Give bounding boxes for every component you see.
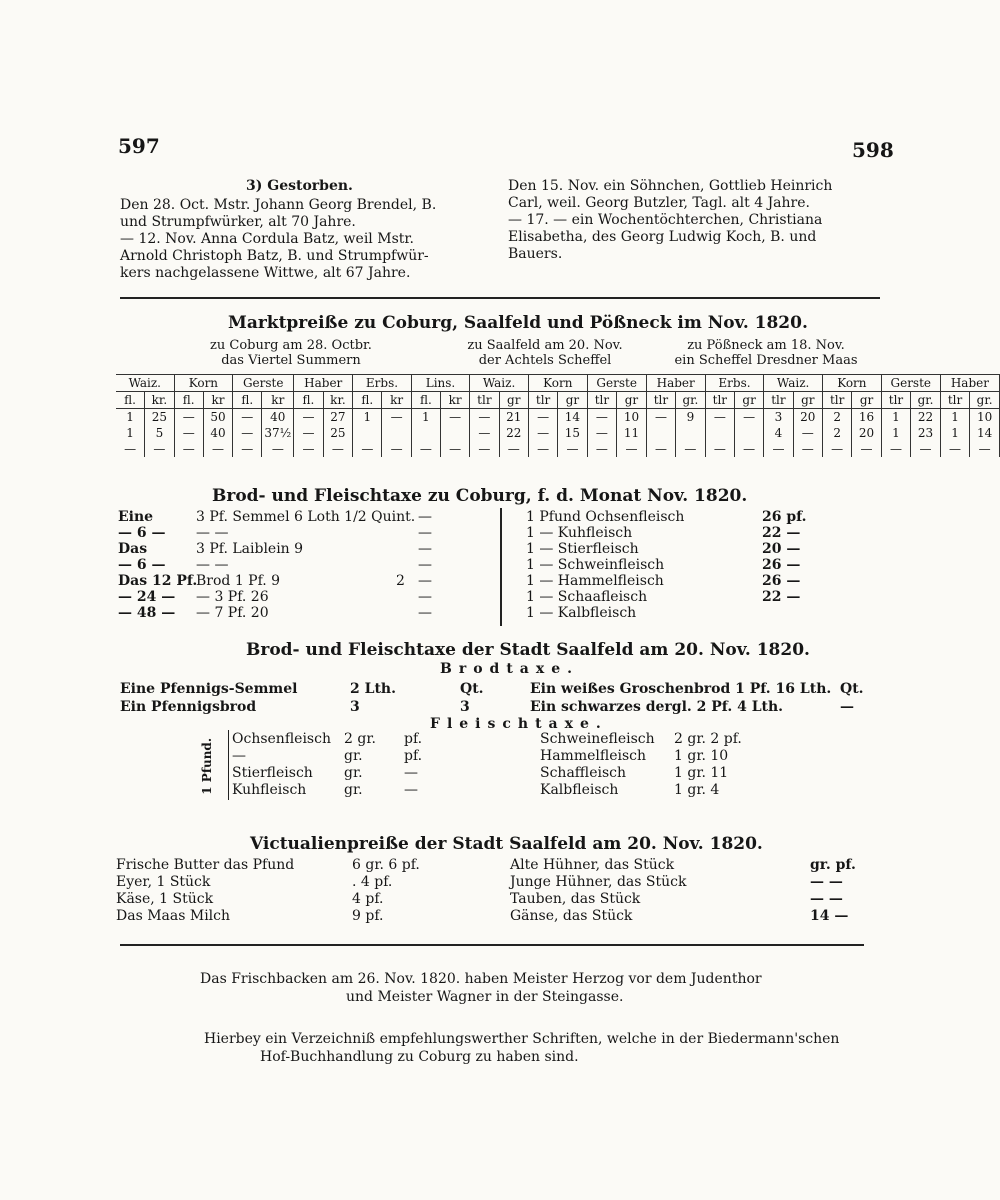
market-cell: —	[233, 409, 262, 426]
market-cell: —	[470, 409, 499, 426]
market-cell: 1	[353, 409, 382, 426]
market-unit-label: tlr	[940, 392, 969, 409]
market-cell	[676, 425, 706, 441]
saalfeld-fleisch-left	[232, 730, 492, 810]
victual-row	[510, 856, 856, 874]
meat-tax-price: 26 —	[762, 573, 801, 589]
market-cell: —	[646, 441, 675, 457]
market-cell: —	[116, 441, 145, 457]
market-unit-label: gr	[793, 392, 822, 409]
market-cell: 4	[764, 425, 793, 441]
market-unit-label: tlr	[823, 392, 852, 409]
fleisch-price: 1 gr. 11	[674, 765, 729, 781]
bread-tax-row	[118, 604, 432, 622]
deaths-right-line: Bauers.	[508, 246, 563, 262]
market-table	[116, 374, 1000, 457]
market-unit-label: tlr	[587, 392, 617, 409]
victual-row	[510, 907, 848, 925]
market-cell	[646, 425, 675, 441]
market-column-header: Korn	[823, 375, 882, 392]
market-cell	[440, 425, 469, 441]
market-column-header: Haber	[294, 375, 353, 392]
market-cell: 11	[617, 425, 647, 441]
market-unit-label: gr	[558, 392, 587, 409]
market-column-header: Erbs.	[705, 375, 764, 392]
market-unit-label: tlr	[705, 392, 734, 409]
fleisch-cell: Ochsenfleisch	[232, 731, 331, 747]
victual-row	[510, 873, 843, 891]
deaths-right-column	[508, 178, 832, 263]
bread-tax-item: — 3 Pf. 26	[196, 589, 269, 605]
fleisch-row	[232, 781, 454, 799]
deaths-left-line: und Strumpfwürker, alt 70 Jahre.	[120, 214, 356, 230]
bread-tax-label: — 24 —	[118, 589, 176, 605]
bread-tax-loth: 2	[396, 573, 405, 589]
victual-item: Alte Hühner, das Stück	[510, 857, 675, 873]
meat-tax-price: 26 pf.	[762, 509, 807, 525]
market-cell	[411, 425, 440, 441]
fleisch-cell: pf.	[404, 748, 423, 764]
market-unit-label: gr	[617, 392, 647, 409]
market-cell: —	[764, 441, 793, 457]
market-cell: 9	[676, 409, 706, 426]
bread-tax-item: — 7 Pf. 20	[196, 605, 269, 621]
coburg-header-line: zu Coburg am 28. Octbr.	[210, 338, 372, 353]
brod-cell: Ein weißes Groschenbrod 1 Pf. 16 Lth.	[530, 681, 832, 697]
coburg-header-line: das Viertel Summern	[221, 353, 361, 368]
market-cell: —	[499, 441, 528, 457]
victual-left	[116, 856, 436, 936]
brod-cell: 3	[350, 699, 360, 715]
market-cell: —	[174, 409, 203, 426]
meat-tax-item: 1 — Kuhfleisch	[526, 525, 633, 541]
victual-price: . 4 pf.	[352, 874, 393, 890]
market-column-header: Haber	[646, 375, 705, 392]
brod-cell: 3	[460, 699, 470, 715]
market-cell: 21	[499, 409, 528, 426]
coburg-tax-meat	[526, 508, 816, 628]
fleisch-price: 1 gr. 4	[674, 782, 720, 798]
divider	[120, 944, 864, 946]
victual-item: Junge Hühner, das Stück	[510, 874, 687, 890]
deaths-left-line: Arnold Christoph Batz, B. und Strumpfwür-	[120, 248, 429, 264]
bread-tax-item: — —	[196, 557, 229, 573]
market-cell: —	[233, 425, 262, 441]
bread-tax-quint: —	[418, 589, 432, 605]
market-unit-label: kr.	[145, 392, 174, 409]
market-cell	[705, 425, 734, 441]
meat-tax-item: 1 — Schweinfleisch	[526, 557, 665, 573]
bread-tax-label: — 6 —	[118, 525, 166, 541]
market-cell: —	[617, 441, 647, 457]
meat-tax-item: 1 — Schaafleisch	[526, 589, 648, 605]
fleisch-cell: gr.	[344, 765, 363, 781]
market-unit-label: fl.	[174, 392, 203, 409]
brod-cell: 2 Lth.	[350, 681, 396, 697]
market-cell: —	[705, 441, 734, 457]
market-cell: —	[676, 441, 706, 457]
market-unit-label: tlr	[881, 392, 911, 409]
market-unit-label: gr	[735, 392, 764, 409]
bread-tax-label: — 48 —	[118, 605, 176, 621]
victual-row	[116, 890, 383, 908]
appendix-line: Hof-Buchhandlung zu Coburg zu haben sind.	[260, 1049, 579, 1065]
market-row	[116, 425, 1000, 441]
market-unit-label: fl.	[233, 392, 262, 409]
saalfeld-header-line: zu Saalfeld am 20. Nov.	[467, 338, 623, 353]
victual-price: 9 pf.	[352, 908, 384, 924]
fleisch-cell: —	[232, 748, 246, 764]
market-cell: —	[294, 441, 323, 457]
coburg-tax-bread	[118, 508, 498, 628]
deaths-left-column	[120, 197, 436, 282]
market-unit-label: gr.	[911, 392, 941, 409]
market-cell: —	[470, 441, 499, 457]
fleisch-price: 1 gr. 10	[674, 748, 729, 764]
coburg-header	[160, 338, 422, 368]
market-cell: —	[705, 409, 734, 426]
market-cell: —	[440, 409, 469, 426]
market-cell: 10	[970, 409, 1000, 426]
market-column-header: Erbs.	[353, 375, 412, 392]
market-cell: 3	[764, 409, 793, 426]
fleisch-row	[540, 747, 728, 765]
bread-tax-item: — —	[196, 525, 229, 541]
market-unit-label: gr.	[970, 392, 1000, 409]
deaths-heading: 3) Gestorben.	[246, 178, 353, 194]
fleisch-cell: gr.	[344, 782, 363, 798]
deaths-left-line: kers nachgelassene Wittwe, alt 67 Jahre.	[120, 265, 411, 281]
deaths-right-line: — 17. — ein Wochentöchterchen, Christiana	[508, 212, 823, 228]
market-column-header: Gerste	[881, 375, 940, 392]
pfund-label: 1 Pfund.	[200, 738, 214, 795]
market-cell: —	[323, 441, 353, 457]
market-unit-label: gr	[852, 392, 881, 409]
market-unit-label: gr.	[676, 392, 706, 409]
deaths-right-line: Carl, weil. Georg Butzler, Tagl. alt 4 Jahre.	[508, 195, 810, 211]
market-cell: —	[353, 441, 382, 457]
brod-cell: —	[840, 699, 854, 715]
meat-tax-price: 22 —	[762, 589, 801, 605]
victual-price: — —	[810, 874, 843, 890]
market-unit-label: gr	[499, 392, 528, 409]
meat-tax-item: 1 Pfund Ochsenfleisch	[526, 509, 685, 525]
market-cell	[353, 425, 382, 441]
fleisch-cell: —	[404, 782, 418, 798]
fleisch-item: Hammelfleisch	[540, 748, 647, 764]
bread-tax-quint: —	[418, 525, 432, 541]
market-cell: 25	[323, 425, 353, 441]
fleisch-cell: Kuhfleisch	[232, 782, 307, 798]
market-cell: 14	[970, 425, 1000, 441]
fleischtaxe-heading: Fleischtaxe.	[430, 716, 608, 732]
page-number-left: 597	[118, 134, 160, 158]
deaths-left-line: — 12. Nov. Anna Cordula Batz, weil Mstr.	[120, 231, 414, 247]
market-cell: —	[411, 441, 440, 457]
victual-item: Gänse, das Stück	[510, 908, 633, 924]
market-cell: 22	[911, 409, 941, 426]
market-table-wrap	[116, 374, 1000, 457]
fleisch-cell: Stierfleisch	[232, 765, 313, 781]
market-column-header: Waiz.	[116, 375, 174, 392]
deaths-left-line: Den 28. Oct. Mstr. Johann Georg Brendel, B.	[120, 197, 437, 213]
meat-tax-price: 20 —	[762, 541, 801, 557]
bread-tax-label: Eine	[118, 509, 154, 525]
brod-cell: Ein schwarzes dergl. 2 Pf. 4 Lth.	[530, 699, 784, 715]
market-cell: 1	[881, 409, 911, 426]
market-cell: —	[587, 441, 617, 457]
saalfeld-header-line: der Achtels Scheffel	[478, 353, 612, 368]
market-cell: —	[940, 441, 969, 457]
meat-tax-row	[526, 604, 762, 622]
market-cell	[382, 425, 411, 441]
column-divider	[500, 508, 502, 626]
market-cell: —	[793, 441, 822, 457]
market-cell: —	[382, 441, 411, 457]
fleisch-row	[540, 730, 742, 748]
market-cell: —	[793, 425, 822, 441]
market-cell: —	[823, 441, 852, 457]
market-unit-label: kr	[262, 392, 294, 409]
market-column-header: Waiz.	[470, 375, 529, 392]
market-cell: 2	[823, 409, 852, 426]
market-cell: —	[528, 425, 557, 441]
coburg-tax-title: Brod- und Fleischtaxe zu Coburg, f. d. Monat Nov. 1820.	[212, 486, 748, 506]
brod-cell: Qt.	[460, 681, 484, 697]
victual-title: Victualienpreiße der Stadt Saalfeld am 20. Nov. 1820.	[250, 834, 763, 854]
victual-price: 6 gr. 6 pf.	[352, 857, 420, 873]
poessneck-header-line: zu Pößneck am 18. Nov.	[687, 338, 845, 353]
market-cell: 1	[940, 409, 969, 426]
brodtaxe-heading: Brodtaxe.	[440, 661, 580, 677]
meat-tax-item: 1 — Stierfleisch	[526, 541, 639, 557]
market-cell: 23	[911, 425, 941, 441]
victual-item: Eyer, 1 Stück	[116, 874, 211, 890]
fleisch-price: 2 gr. 2 pf.	[674, 731, 742, 747]
market-cell: 1	[411, 409, 440, 426]
victual-item: Frische Butter das Pfund	[116, 857, 295, 873]
market-cell: 5	[145, 425, 174, 441]
victual-row	[510, 890, 843, 908]
victual-row	[116, 873, 392, 891]
market-cell: —	[852, 441, 881, 457]
market-unit-label: kr	[440, 392, 469, 409]
fleisch-item: Schaffleisch	[540, 765, 627, 781]
victual-price: gr. pf.	[810, 857, 856, 873]
victual-price: 4 pf.	[352, 891, 384, 907]
market-unit-label: tlr	[470, 392, 499, 409]
market-column-header: Gerste	[587, 375, 646, 392]
baking-notice	[200, 970, 762, 1006]
market-cell: 1	[940, 425, 969, 441]
brod-row	[120, 680, 870, 698]
market-cell: 15	[558, 425, 587, 441]
fleisch-row	[232, 764, 454, 782]
bread-tax-quint: —	[418, 557, 432, 573]
victual-row	[116, 907, 383, 925]
market-cell: 27	[323, 409, 353, 426]
market-cell: 50	[203, 409, 232, 426]
saalfeld-fleisch-right	[540, 730, 780, 810]
victual-item: Käse, 1 Stück	[116, 891, 214, 907]
bread-tax-quint: —	[418, 541, 432, 557]
market-cell: —	[174, 425, 203, 441]
bread-tax-item: 3 Pf. Laiblein 9	[196, 541, 304, 557]
appendix-line: Hierbey ein Verzeichniß empfehlungswerther Schriften, welche in der Biedermann'schen	[204, 1031, 840, 1047]
market-cell: —	[440, 441, 469, 457]
brod-cell: Qt.	[840, 681, 864, 697]
market-unit-label: tlr	[528, 392, 557, 409]
market-cell: 40	[203, 425, 232, 441]
market-unit-label: fl.	[294, 392, 323, 409]
market-cell: 2	[823, 425, 852, 441]
market-cell: —	[294, 425, 323, 441]
fleisch-row	[540, 764, 728, 782]
market-cell: —	[587, 425, 617, 441]
market-column-header: Waiz.	[764, 375, 823, 392]
market-cell: —	[970, 441, 1000, 457]
divider	[120, 297, 880, 299]
market-cell: —	[203, 441, 232, 457]
market-cell: 25	[145, 409, 174, 426]
market-cell: —	[174, 441, 203, 457]
market-cell: 1	[881, 425, 911, 441]
bread-tax-item: 3 Pf. Semmel 6 Loth 1/2 Quint.	[196, 509, 416, 525]
deaths-right-line: Den 15. Nov. ein Söhnchen, Gottlieb Heinrich	[508, 178, 833, 194]
market-unit-label: tlr	[764, 392, 793, 409]
market-unit-label: kr.	[323, 392, 353, 409]
market-cell: 16	[852, 409, 881, 426]
market-cell: 1	[116, 425, 145, 441]
market-cell: 22	[499, 425, 528, 441]
market-cell: —	[881, 441, 911, 457]
meat-tax-price: 22 —	[762, 525, 801, 541]
market-title: Marktpreiße zu Coburg, Saalfeld und Pößneck im Nov. 1820.	[228, 313, 808, 333]
notice-line: und Meister Wagner in der Steingasse.	[346, 989, 624, 1005]
appendix-notice	[204, 1030, 839, 1066]
market-cell: —	[528, 441, 557, 457]
poessneck-header	[666, 338, 866, 368]
brod-cell: Eine Pfennigs-Semmel	[120, 681, 298, 697]
fleisch-cell: —	[404, 765, 418, 781]
market-cell: —	[294, 409, 323, 426]
saalfeld-tax-title: Brod- und Fleischtaxe der Stadt Saalfeld am 20. Nov. 1820.	[246, 640, 810, 660]
market-unit-label: kr	[203, 392, 232, 409]
bread-tax-item: Brod 1 Pf. 9	[196, 573, 281, 589]
fleisch-cell: gr.	[344, 748, 363, 764]
market-cell: 20	[852, 425, 881, 441]
fleisch-item: Schweinefleisch	[540, 731, 655, 747]
market-cell: 1	[116, 409, 145, 426]
victual-right	[510, 856, 882, 936]
bread-tax-quint: —	[418, 509, 432, 525]
market-cell: —	[587, 409, 617, 426]
market-cell: —	[558, 441, 587, 457]
market-cell: —	[382, 409, 411, 426]
market-cell: 20	[793, 409, 822, 426]
market-unit-label: fl.	[116, 392, 145, 409]
notice-line: Das Frischbacken am 26. Nov. 1820. haben Meister Herzog vor dem Judenthor	[200, 971, 762, 987]
market-unit-label: fl.	[353, 392, 382, 409]
saalfeld-header	[426, 338, 664, 368]
market-unit-label: kr	[382, 392, 411, 409]
bracket-line	[228, 730, 229, 800]
market-cell: —	[528, 409, 557, 426]
fleisch-cell: 2 gr.	[344, 731, 376, 747]
market-column-header: Lins.	[411, 375, 469, 392]
fleisch-row	[232, 747, 454, 765]
market-cell: —	[735, 441, 764, 457]
victual-item: Das Maas Milch	[116, 908, 231, 924]
meat-tax-item: 1 — Kalbfleisch	[526, 605, 637, 621]
market-cell: —	[735, 409, 764, 426]
market-cell	[735, 425, 764, 441]
deaths-right-line: Elisabetha, des Georg Ludwig Koch, B. und	[508, 229, 817, 245]
page-number-right: 598	[852, 138, 894, 162]
market-cell: —	[145, 441, 174, 457]
bread-tax-label: Das	[118, 541, 148, 557]
victual-item: Tauben, das Stück	[510, 891, 641, 907]
brod-row	[120, 698, 870, 716]
bread-tax-quint: —	[418, 573, 432, 589]
fleisch-cell: pf.	[404, 731, 423, 747]
victual-price: — —	[810, 891, 843, 907]
market-cell: —	[470, 425, 499, 441]
victual-price: 14 —	[810, 908, 849, 924]
market-row	[116, 441, 1000, 457]
saalfeld-brod-rows	[120, 680, 880, 720]
victual-row	[116, 856, 420, 874]
market-column-header: Korn	[528, 375, 587, 392]
market-cell: 10	[617, 409, 647, 426]
fleisch-row	[232, 730, 454, 748]
market-column-header: Korn	[174, 375, 233, 392]
market-cell: 14	[558, 409, 587, 426]
market-cell: —	[646, 409, 675, 426]
bread-tax-label: — 6 —	[118, 557, 166, 573]
meat-tax-item: 1 — Hammelfleisch	[526, 573, 664, 589]
poessneck-header-line: ein Scheffel Dresdner Maas	[674, 353, 858, 368]
market-cell: —	[233, 441, 262, 457]
market-cell: 40	[262, 409, 294, 426]
market-row	[116, 409, 1000, 426]
market-unit-label: tlr	[646, 392, 675, 409]
market-unit-label: fl.	[411, 392, 440, 409]
fleisch-row	[540, 781, 719, 799]
market-cell: —	[911, 441, 941, 457]
fleisch-item: Kalbfleisch	[540, 782, 619, 798]
brod-cell: Ein Pfennigsbrod	[120, 699, 257, 715]
bread-tax-label: Das 12 Pf.	[118, 573, 198, 589]
bread-tax-quint: —	[418, 605, 432, 621]
market-column-header: Haber	[940, 375, 999, 392]
market-column-header: Gerste	[233, 375, 294, 392]
market-cell: 37½	[262, 425, 294, 441]
meat-tax-price: 26 —	[762, 557, 801, 573]
market-cell: —	[262, 441, 294, 457]
